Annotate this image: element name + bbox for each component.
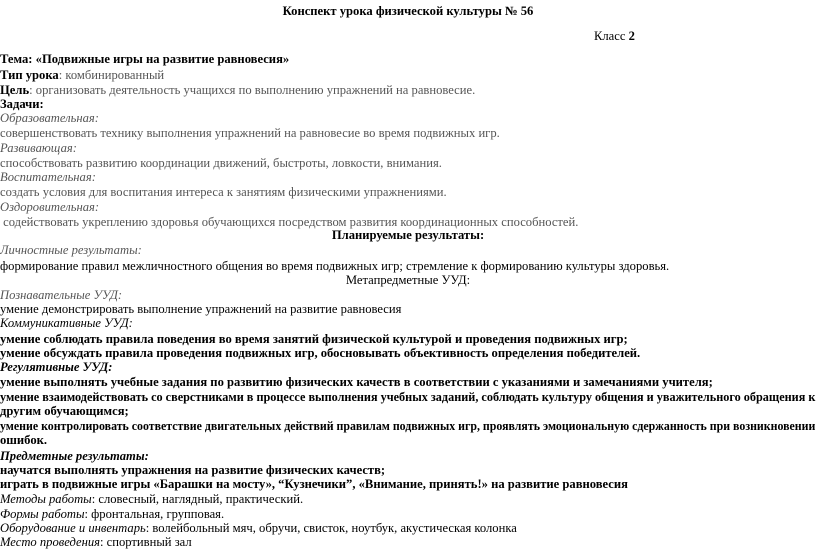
class-label: Класс — [594, 28, 626, 43]
methods-value: : словесный, наглядный, практический. — [91, 492, 304, 507]
forms-value: : фронтальная, групповая. — [84, 506, 225, 521]
lesson-type-value: : комбинированный — [58, 67, 165, 82]
regulative-uud-line-3: другим обучающимся; — [0, 403, 129, 418]
regulative-uud-line-1: умение выполнять учебные задания по развитию физических качеств в соответствии с указаниями и замечаниями учителя; — [0, 375, 713, 390]
lesson-type-line — [0, 68, 164, 83]
class-value: 2 — [628, 28, 635, 43]
lesson-type-label: Тип урока — [0, 67, 59, 82]
subject-results-label: Предметные результаты: — [0, 448, 149, 463]
developing-task-label: Развивающая: — [0, 140, 77, 155]
educational-task-label: Образовательная: — [0, 111, 99, 126]
venue-value: : спортивный зал — [100, 535, 192, 549]
regulative-uud-label: Регулятивные УУД: — [0, 360, 113, 375]
developing-task-text: способствовать развитию координации движений, быстроты, ловкости, внимания. — [0, 155, 442, 170]
personal-results-label: Личностные результаты: — [0, 243, 142, 258]
methods-line — [0, 492, 303, 507]
equipment-label: Оборудование и инвентарь — [0, 520, 146, 535]
cognitive-uud-text: умение демонстрировать выполнение упражнений на развитие равновесия — [0, 302, 402, 317]
tasks-label: Задачи: — [0, 96, 44, 111]
topic-line — [0, 52, 289, 67]
educational-task-text: совершенствовать технику выполнения упражнений на равновесие во время подвижных игр. — [0, 126, 500, 141]
regulative-uud-line-5: ошибок. — [0, 433, 48, 448]
planned-results-heading: Планируемые результаты: — [331, 228, 485, 243]
topic-label: Тема: — [0, 52, 33, 67]
subject-results-line-1: научатся выполнять упражнения на развитие физических качеств; — [0, 462, 386, 477]
forms-label: Формы работы — [0, 506, 85, 521]
communicative-uud-line-1: умение соблюдать правила поведения во время занятий физической культурой и проведения подвижных игр; — [0, 331, 628, 346]
class-line — [594, 29, 635, 44]
venue-label: Место проведения — [0, 535, 101, 549]
document-title: Конспект урока физической культуры № 56 — [282, 3, 534, 18]
goal-value: : организовать деятельность учащихся по выполнению упражнений на равновесие. — [29, 82, 476, 97]
meta-uud-heading: Метапредметные УУД: — [345, 272, 471, 287]
health-task-label: Оздоровительная: — [0, 199, 100, 214]
venue-line — [0, 535, 192, 550]
health-task-text: содействовать укреплению здоровья обучающихся посредством развития координационных способностей. — [0, 214, 579, 229]
upbringing-task-label: Воспитательная: — [0, 170, 96, 185]
cognitive-uud-label: Познавательные УУД: — [0, 287, 123, 302]
topic-value: «Подвижные игры на развитие равновесия» — [35, 52, 290, 67]
goal-label: Цель — [0, 82, 30, 97]
upbringing-task-text: создать условия для воспитания интереса к занятиям физическими упражнениями. — [0, 185, 447, 200]
subject-results-line-2: играть в подвижные игры «Барашки на мосту», “Кузнечики”, «Внимание, принять!» на развитие равновесия — [0, 477, 628, 491]
regulative-uud-line-4: умение контролировать соответствие двигательных действий правилам подвижных игр, проявлять эмоциональную сдержанность при возникновении — [0, 419, 816, 434]
personal-results-text: формирование правил межличностного общения во время подвижных игр; стремление к формированию культуры здоровья. — [0, 258, 670, 273]
methods-label: Методы работы — [0, 492, 92, 507]
communicative-uud-line-2: умение обсуждать правила проведения подвижных игр, обосновывать объективность определения победителей. — [0, 345, 641, 360]
equipment-value: : волейбольный мяч, обручи, свисток, ноутбук, акустическая колонка — [145, 520, 517, 535]
goal-line — [0, 83, 475, 98]
forms-line — [0, 507, 224, 522]
regulative-uud-line-2: умение взаимодействовать со сверстниками в процессе выполнения учебных заданий, соблюдать культуру общения и уважительного обращения к — [0, 389, 816, 404]
communicative-uud-label: Коммуникативные УУД: — [0, 316, 133, 331]
equipment-line — [0, 521, 517, 536]
